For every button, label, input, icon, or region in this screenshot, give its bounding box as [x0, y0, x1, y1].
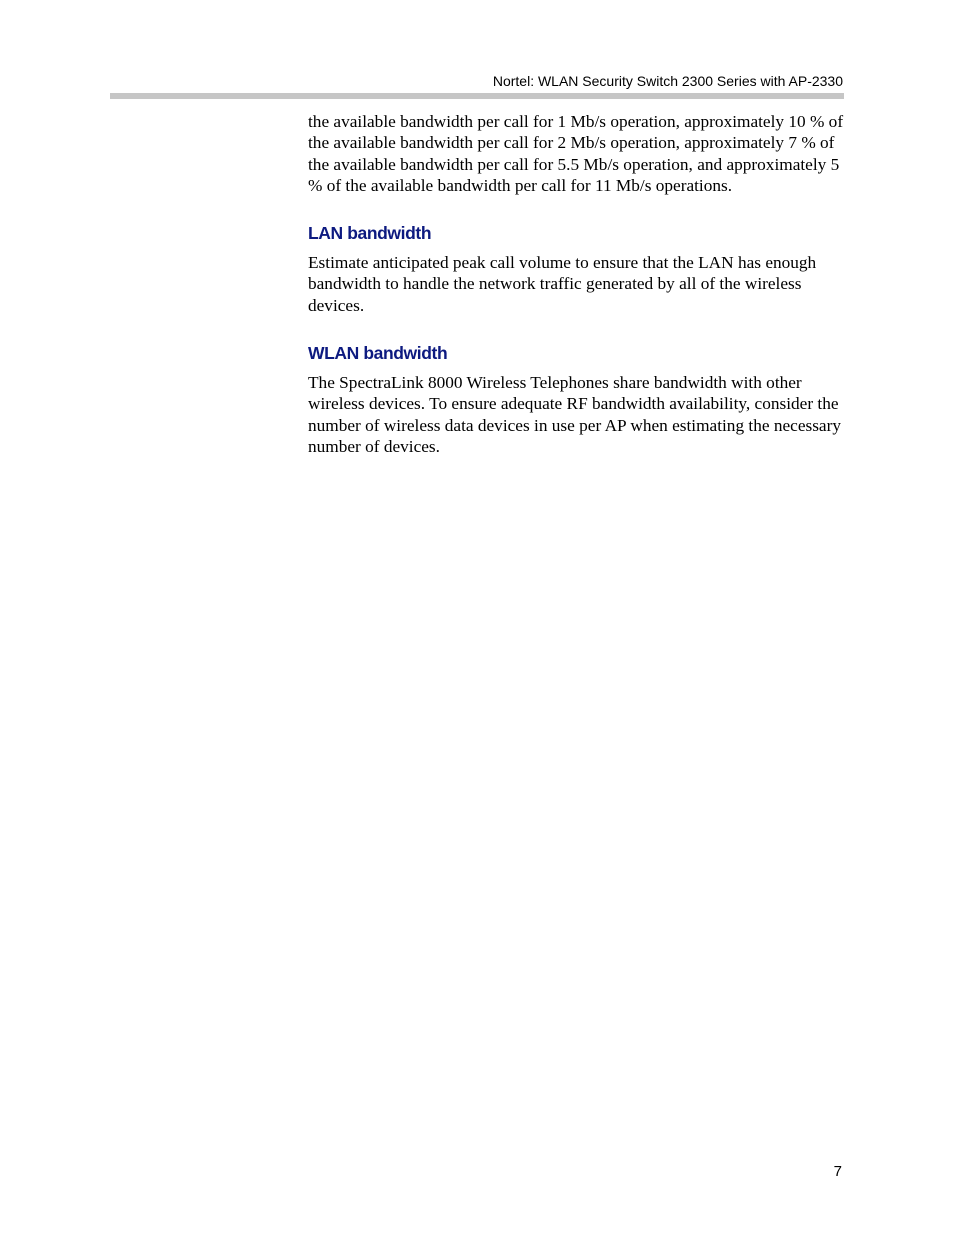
intro-paragraph: the available bandwidth per call for 1 Mb/s operation, approximately 10 % of the available bandwidth per call for 2 Mb/s operation, approximately 7 % of the available bandwidth per call for 5.5 Mb/s operation, and approximately 5 % of the available bandwidth per call for 11 Mb/s operations. — [308, 112, 844, 195]
header-rule — [110, 93, 844, 99]
section-body-wlan-bandwidth: The SpectraLink 8000 Wireless Telephones share bandwidth with other wireless devices. To ensure adequate RF bandwidth availability, consider the number of wireless data devices in use per AP when estimating the necessary number of devices. — [308, 373, 842, 456]
page-number: 7 — [833, 1163, 842, 1180]
running-header: Nortel: WLAN Security Switch 2300 Series with AP-2330 — [492, 73, 843, 89]
section-heading-lan-bandwidth: LAN bandwidth — [308, 223, 432, 244]
section-body-lan-bandwidth: Estimate anticipated peak call volume to ensure that the LAN has enough bandwidth to handle the network traffic generated by all of the wireless devices. — [308, 253, 817, 315]
page-content — [308, 111, 848, 457]
section-heading-wlan-bandwidth: WLAN bandwidth — [308, 343, 448, 364]
